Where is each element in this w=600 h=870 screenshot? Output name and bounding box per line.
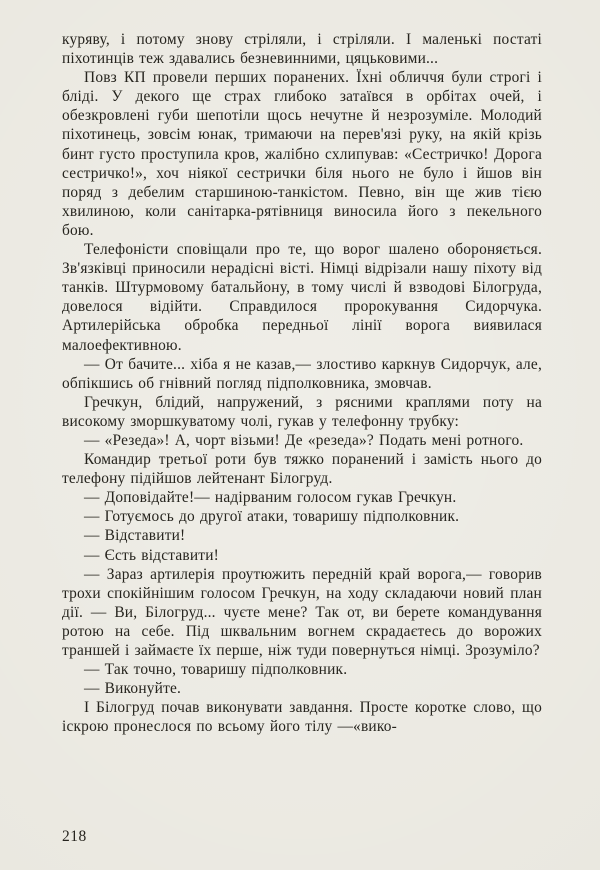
paragraph: — От бачите... хіба я не казав,— злостиво каркнув Сидорчук, але, обпікшись об гнівний погляд підполковника, змовчав. [62, 355, 542, 392]
paragraph: куряву, і потому знову стріляли, і стріляли. І маленькі постаті піхотинців теж здавались безневинними, цяцьковими... [62, 31, 542, 68]
paragraph: — Зараз артилерія проутюжить передній край ворога,— говорив трохи спокійнішим голосом Гречкун, на ходу складаючи новий план дії. — Ви, Білогруд... чуєте мене? Так от, ви берете командування ротою на себе. Під шквальним вогнем скрадаєтесь до ворожих траншей і займаєте їх перше, ніж туди повернуться німці. Зрозуміло? [62, 565, 542, 659]
paragraph: Повз КП провели перших поранених. Їхні обличчя були строгі і бліді. У декого ще страх глибоко затаївся в орбітах очей, і обезкровлені губи шепотіли щось нечутне й незрозуміле. Молодий піхотинець, зовсім юнак, тримаючи на перев'язі руку, на якій крізь бинт густо проступила кров, жалібно схлипував: «Сестричко! Дорога сестричко!», хоч ніякої сестрички біля нього не було і йшов він поряд з дебелим старшиною-танкістом. Певно, він ще жив тією хвилиною, коли санітарка-рятівниця виносила його з пекельного бою. [62, 69, 542, 239]
paragraph: Телефоністи сповіщали про те, що ворог шалено обороняється. Зв'язківці приносили нерадісні вісті. Німці відрізали нашу піхоту від танків. Штурмовому батальйону, в тому числі й взводові Білогруда, довелося відійти. Справдилося пророкування Сидорчука. Артилерійська обробка передньої лінії ворога виявилася малоефективною. [62, 241, 542, 354]
paragraph: Командир третьої роти був тяжко поранений і замість нього до телефону підійшов лейтенант Білогруд. [62, 451, 542, 488]
paragraph: І Білогруд почав виконувати завдання. Просте коротке слово, що іскрою пронеслося по всьому його тілу —«вико- [62, 699, 542, 736]
paragraph: — Відставити! [84, 527, 186, 545]
paragraph: — «Резеда»! А, чорт візьми! Де «резеда»? Подать мені ротного. [84, 431, 524, 449]
paragraph: — Так точно, товаришу підполковник. [84, 661, 348, 679]
paragraph: — Готуємось до другої атаки, товаришу підполковник. [84, 508, 460, 526]
page-number: 218 [62, 828, 87, 845]
paragraph: Гречкун, блідий, напружений, з рясними краплями поту на високому зморшкуватому чолі, гукав у телефонну трубку: [62, 393, 542, 430]
paragraph: — Виконуйте. [84, 680, 182, 698]
page-text [62, 30, 542, 736]
paragraph: — Єсть відставити! [84, 546, 219, 564]
paragraph: — Доповідайте!— надірваним голосом гукав Гречкун. [84, 489, 457, 507]
